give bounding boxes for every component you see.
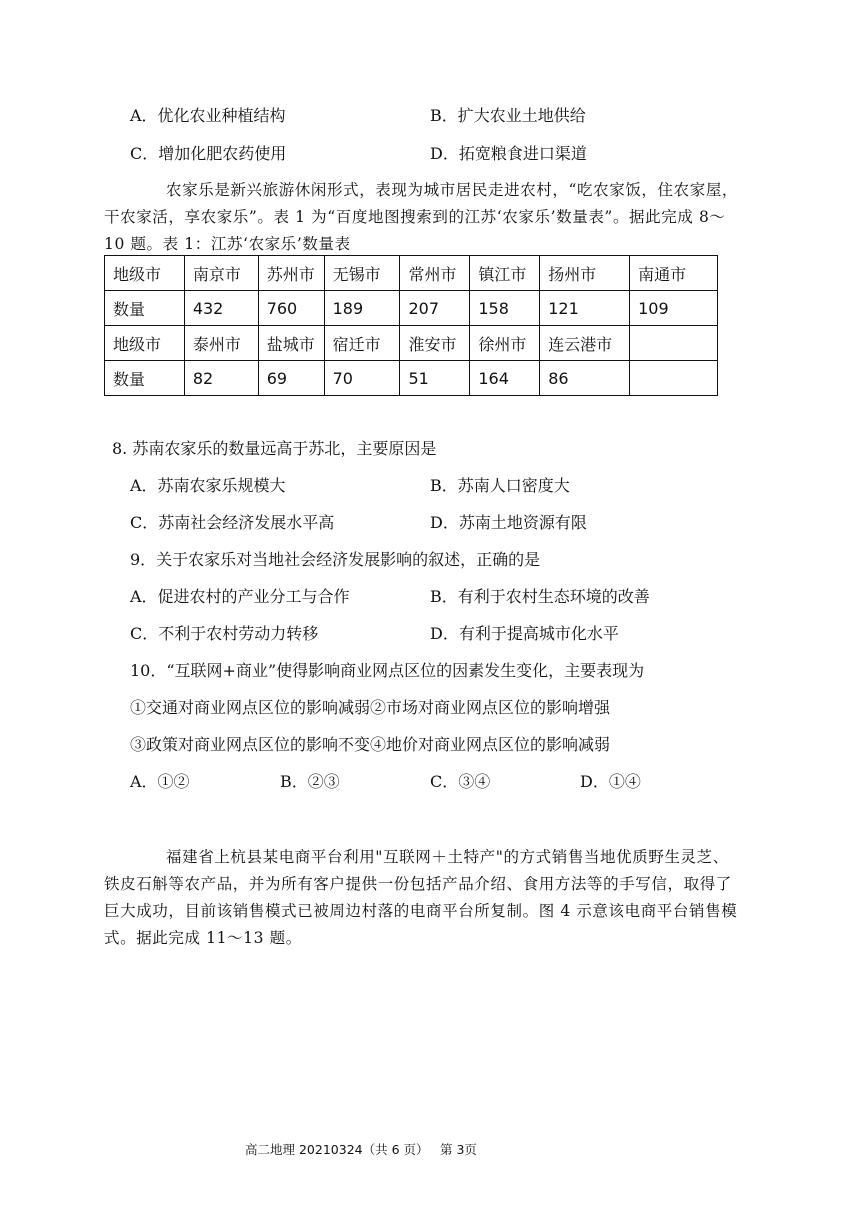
table-cell: 51 [400, 361, 470, 396]
table-cell: 连云港市 [540, 326, 630, 361]
table-cell: 86 [540, 361, 630, 396]
q10-option-b: B．②③ [280, 772, 340, 791]
nongjiale-count-table [104, 255, 718, 396]
q10-stem: 10．“互联网+商业”使得影响商业网点区位的因素发生变化，主要表现为 [130, 661, 645, 680]
q8-option-c: C．苏南社会经济发展水平高 [130, 513, 335, 532]
table-cell: 70 [324, 361, 400, 396]
table-row [105, 361, 718, 396]
table-cell: 82 [184, 361, 258, 396]
table-cell [630, 326, 718, 361]
q9-option-b: B．有利于农村生态环境的改善 [430, 587, 650, 606]
q9-option-a: A．促进农村的产业分工与合作 [130, 587, 350, 606]
table-cell: 121 [540, 291, 630, 326]
q7-option-d: D．拓宽粮食进口渠道 [430, 144, 587, 163]
table-row-header: 地级市 [105, 326, 185, 361]
q9-option-d: D．有利于提高城市化水平 [430, 624, 619, 643]
table-cell: 常州市 [400, 256, 470, 291]
q9-option-c: C．不利于农村劳动力转移 [130, 624, 319, 643]
table-cell: 164 [470, 361, 540, 396]
table-cell: 盐城市 [258, 326, 324, 361]
q10-option-d: D．①④ [580, 772, 641, 791]
q7-option-a: A．优化农业种植结构 [130, 106, 286, 125]
q9-stem: 9．关于农家乐对当地社会经济发展影响的叙述，正确的是 [130, 550, 541, 569]
table-row [105, 291, 718, 326]
q10-statement-2: ③政策对商业网点区位的影响不变④地价对商业网点区位的影响减弱 [130, 735, 611, 754]
q8-stem: 8. 苏南农家乐的数量远高于苏北，主要原因是 [112, 439, 437, 458]
table-cell: 109 [630, 291, 718, 326]
table-cell: 432 [184, 291, 258, 326]
table-row-header: 数量 [105, 361, 185, 396]
q10-statement-1: ①交通对商业网点区位的影响减弱②市场对商业网点区位的影响增强 [130, 698, 611, 717]
q8-option-d: D．苏南土地资源有限 [430, 513, 587, 532]
table-cell: 189 [324, 291, 400, 326]
q7-option-b: B．扩大农业土地供给 [430, 106, 586, 125]
table-cell: 徐州市 [470, 326, 540, 361]
table-cell: 南通市 [630, 256, 718, 291]
table-cell [630, 361, 718, 396]
intro-paragraph-11-13: 福建省上杭县某电商平台利用"互联网＋土特产"的方式销售当地优质野生灵芝、铁皮石斛等农产品，并为所有客户提供一份包括产品介绍、食用方法等的手写信，取得了巨大成功，目前该销售模式已被周边村落的电商平台所复制。图 4 示意该电商平台销售模式。据此完成 11～13 题。 [104, 848, 738, 947]
intro-paragraph-8-10: 农家乐是新兴旅游休闲形式，表现为城市居民走进农村，“吃农家饭，住农家屋，干农家活，享农家乐”。表 1 为“百度地图搜索到的江苏‘农家乐’数量表”。据此完成 8～10 题。表 1：江苏‘农家乐’数量表 [104, 181, 739, 253]
footer-page-number: 第 3页 [440, 1142, 477, 1157]
table-row [105, 326, 718, 361]
table-cell: 宿迁市 [324, 326, 400, 361]
table-cell: 苏州市 [258, 256, 324, 291]
footer-exam-info: 高二地理 20210324（共 6 页） [245, 1142, 429, 1157]
q8-option-b: B．苏南人口密度大 [430, 476, 570, 495]
table-cell: 无锡市 [324, 256, 400, 291]
table-cell: 扬州市 [540, 256, 630, 291]
q10-option-a: A．①② [130, 772, 190, 791]
table-cell: 69 [258, 361, 324, 396]
table-cell: 泰州市 [184, 326, 258, 361]
table-cell: 镇江市 [470, 256, 540, 291]
q10-option-c: C．③④ [430, 772, 491, 791]
table-row-header: 数量 [105, 291, 185, 326]
table-cell: 207 [400, 291, 470, 326]
q7-option-c: C．增加化肥农药使用 [130, 144, 287, 163]
table-row [105, 256, 718, 291]
table-cell: 淮安市 [400, 326, 470, 361]
table-cell: 158 [470, 291, 540, 326]
table-cell: 760 [258, 291, 324, 326]
table-row-header: 地级市 [105, 256, 185, 291]
q8-option-a: A．苏南农家乐规模大 [130, 476, 286, 495]
table-cell: 南京市 [184, 256, 258, 291]
